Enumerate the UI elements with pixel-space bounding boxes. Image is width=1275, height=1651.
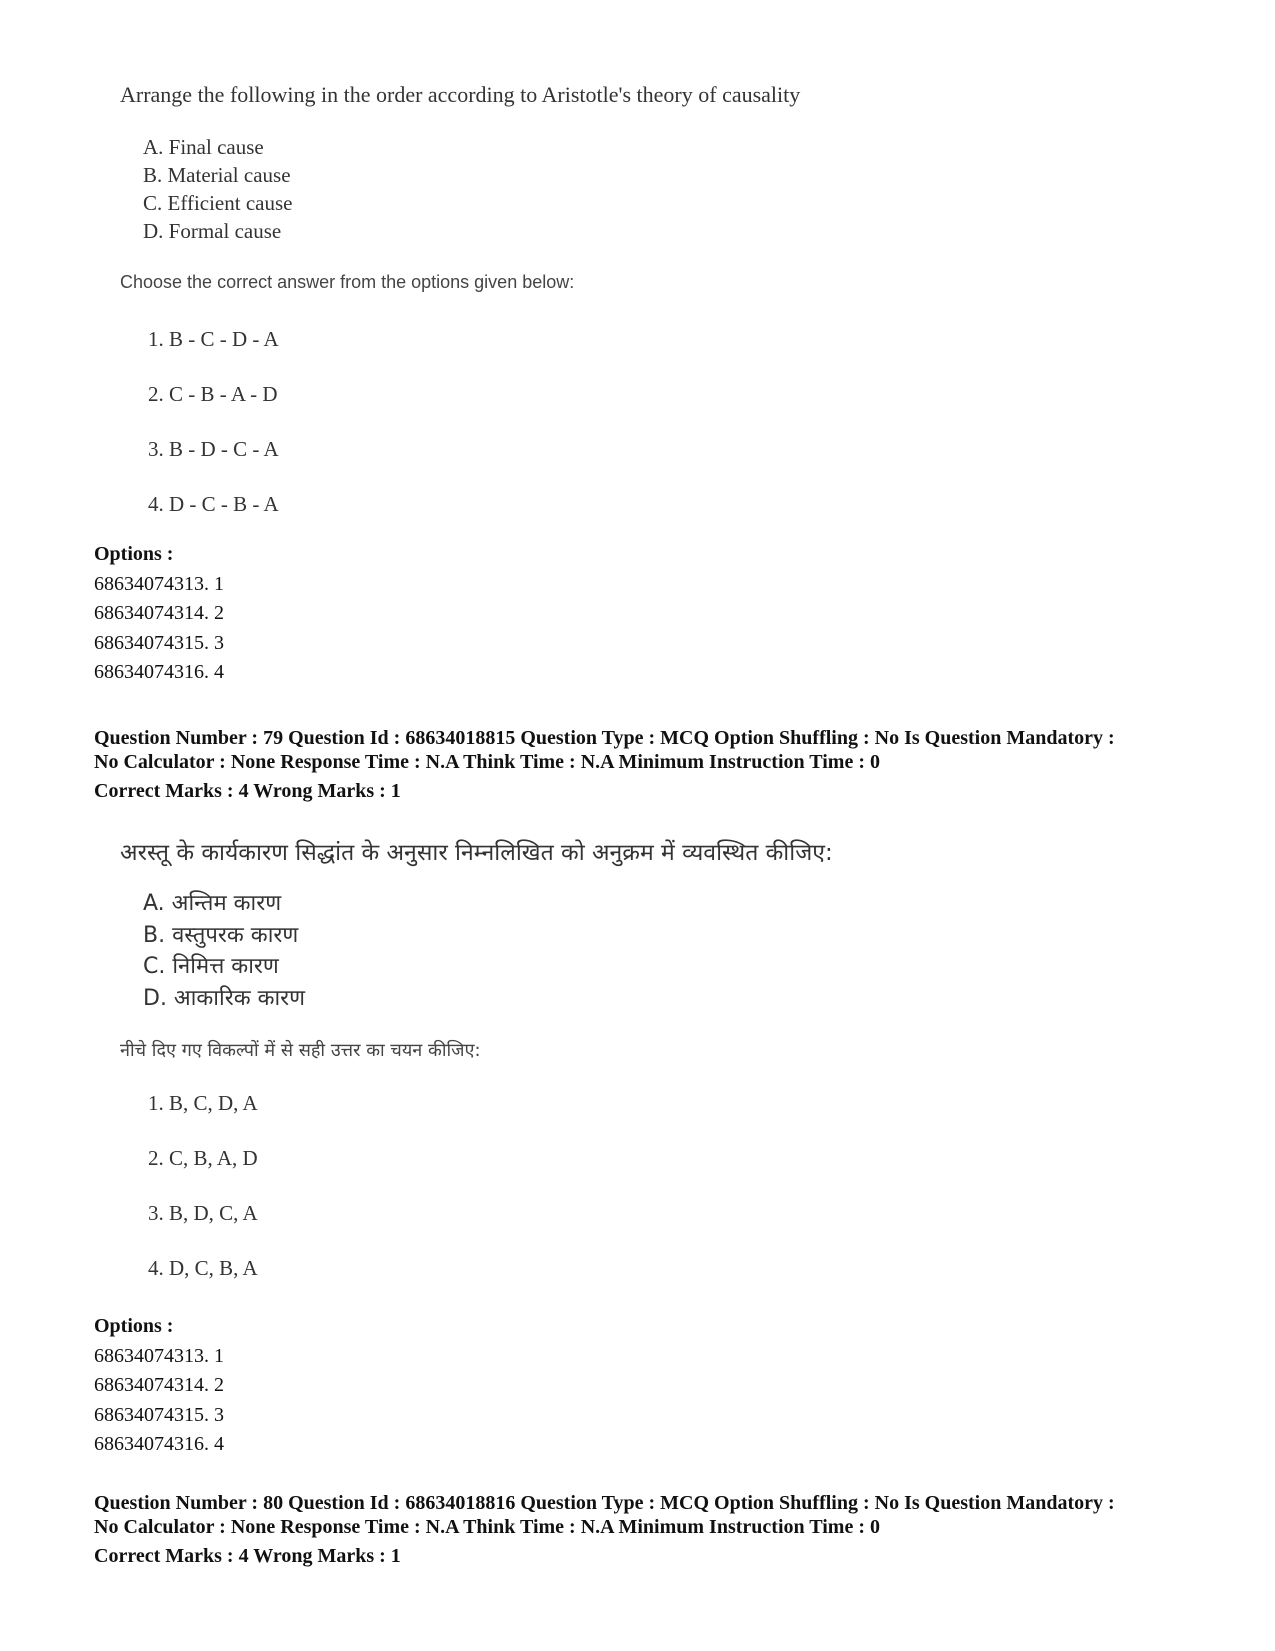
instruction-hi: नीचे दिए गए विकल्पों में से सही उत्तर का चयन कीजिए: xyxy=(120,1040,481,1061)
list-item: C. Efficient cause xyxy=(143,191,293,215)
answer-choice: 3. B - D - C - A xyxy=(148,437,279,461)
marks-line: Correct Marks : 4 Wrong Marks : 1 xyxy=(94,780,401,802)
options-block-hi xyxy=(94,1312,224,1460)
answer-choice: 1. B - C - D - A xyxy=(148,327,279,351)
meta-line: No Calculator : None Response Time : N.A Think Time : N.A Minimum Instruction Time : 0 xyxy=(94,1516,880,1538)
option-item: 68634074314. 2 xyxy=(94,1374,224,1396)
option-item: 68634074315. 3 xyxy=(94,631,224,654)
meta-line: No Calculator : None Response Time : N.A Think Time : N.A Minimum Instruction Time : 0 xyxy=(94,751,880,773)
option-item: 68634074316. 4 xyxy=(94,1433,224,1455)
answer-choice: 2. C - B - A - D xyxy=(148,382,278,406)
option-item: 68634074315. 3 xyxy=(94,1403,224,1426)
answer-choices-en xyxy=(148,325,279,545)
instruction-en: Choose the correct answer from the options given below: xyxy=(120,272,575,292)
list-item: A. Final cause xyxy=(143,135,264,159)
meta-line: Question Number : 79 Question Id : 68634018815 Question Type : MCQ Option Shuffling : No Is Question Mandatory : xyxy=(94,727,1115,749)
question-items-en xyxy=(143,133,292,245)
list-item: D. आकारिक कारण xyxy=(143,985,306,1011)
question-meta-80 xyxy=(94,1491,1214,1568)
option-item: 68634074313. 1 xyxy=(94,572,224,595)
question-items-hi xyxy=(143,888,305,1014)
options-label: Options : xyxy=(94,1315,174,1337)
answer-choice: 3. B, D, C, A xyxy=(148,1201,258,1225)
answer-choices-hi xyxy=(148,1089,258,1309)
option-item: 68634074314. 2 xyxy=(94,602,224,624)
answer-choice: 2. C, B, A, D xyxy=(148,1146,258,1170)
question-title-hi: अरस्तू के कार्यकारण सिद्धांत के अनुसार निम्नलिखित को अनुक्रम में व्यवस्थित कीजिए: xyxy=(120,840,833,866)
answer-choice: 4. D - C - B - A xyxy=(148,492,279,516)
options-block-en xyxy=(94,540,224,688)
meta-line: Question Number : 80 Question Id : 68634018816 Question Type : MCQ Option Shuffling : No Is Question Mandatory : xyxy=(94,1492,1115,1514)
answer-choice: 4. D, C, B, A xyxy=(148,1256,258,1280)
list-item: B. Material cause xyxy=(143,163,291,187)
options-label: Options : xyxy=(94,543,174,565)
list-item: B. वस्तुपरक कारण xyxy=(143,922,299,948)
list-item: C. निमित्त कारण xyxy=(143,954,279,979)
option-item: 68634074313. 1 xyxy=(94,1344,224,1367)
answer-choice: 1. B, C, D, A xyxy=(148,1091,258,1115)
option-item: 68634074316. 4 xyxy=(94,661,224,683)
question-meta-79 xyxy=(94,726,1214,803)
list-item: D. Formal cause xyxy=(143,219,282,243)
list-item: A. अन्तिम कारण xyxy=(143,891,282,916)
marks-line: Correct Marks : 4 Wrong Marks : 1 xyxy=(94,1545,401,1567)
question-title-en: Arrange the following in the order according to Aristotle's theory of causality xyxy=(120,82,801,107)
